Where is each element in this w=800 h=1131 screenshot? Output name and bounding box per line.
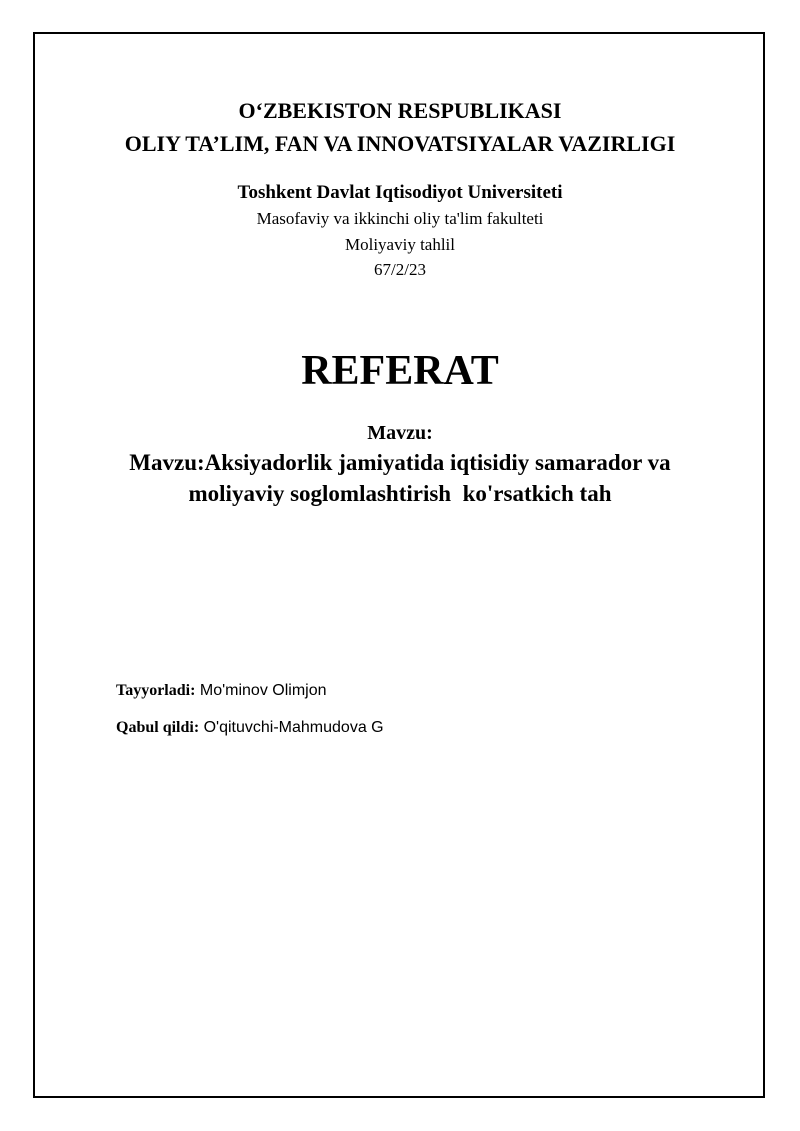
ministry-line-1: O‘ZBEKISTON RESPUBLIKASI — [238, 98, 562, 123]
topic-line-2: moliyaviy soglomlashtirish ko'rsatkich tah — [188, 481, 612, 506]
ministry-line-2: OLIY TA’LIM, FAN VA INNOVATSIYALAR VAZIRLIGI — [124, 131, 676, 156]
group-number: 67/2/23 — [374, 260, 426, 279]
accepted-by — [116, 718, 384, 738]
topic-label: Mavzu: — [367, 422, 433, 444]
faculty-name: Masofaviy va ikkinchi oliy ta'lim fakulteti — [256, 209, 544, 228]
document-title: REFERAT — [301, 348, 499, 394]
accepted-by-label: Qabul qildi: — [116, 719, 200, 736]
accepted-by-value: O'qituvchi-Mahmudova G — [199, 719, 384, 736]
university-name: Toshkent Davlat Iqtisodiyot Universiteti — [237, 182, 563, 203]
topic-line-1: Mavzu:Aksiyadorlik jamiyatida iqtisidiy samarador va — [129, 450, 671, 475]
prepared-by-value: Mo'minov Olimjon — [195, 682, 327, 699]
prepared-by-label: Tayyorladi: — [116, 682, 196, 699]
prepared-by — [116, 681, 327, 701]
subject-name: Moliyaviy tahlil — [344, 235, 456, 254]
